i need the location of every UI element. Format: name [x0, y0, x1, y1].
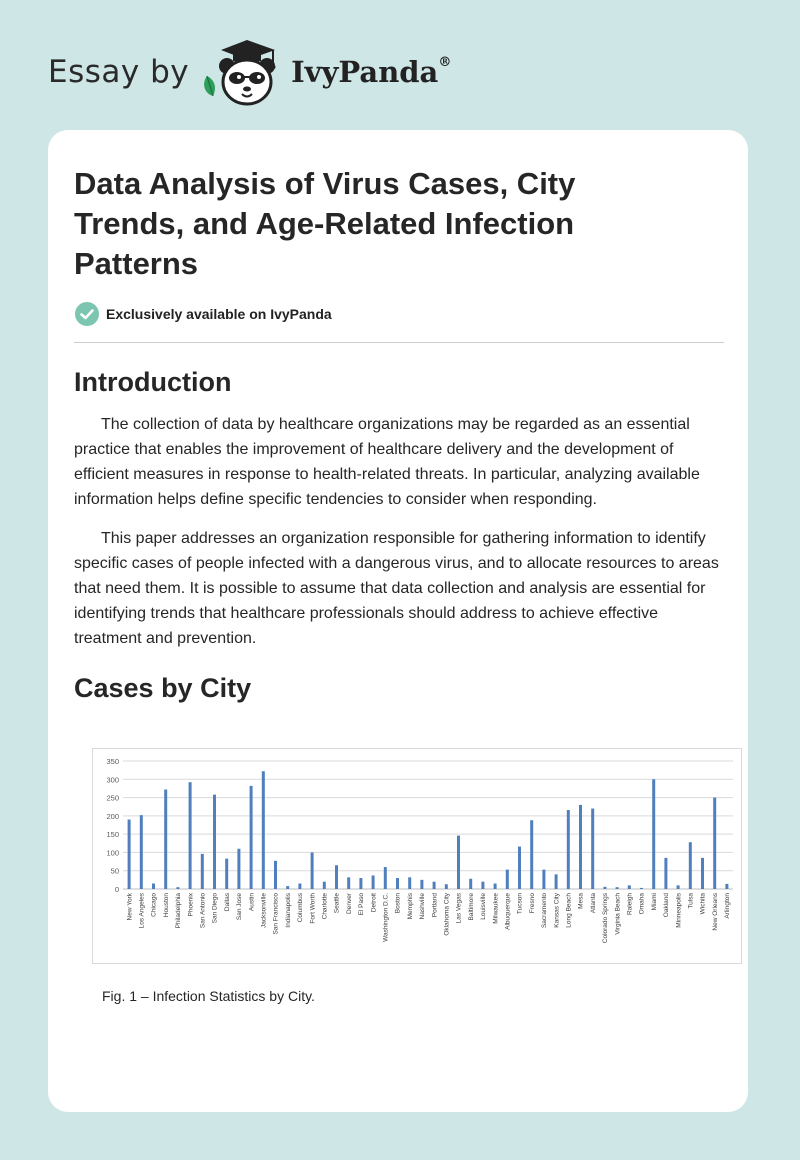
bar — [725, 884, 728, 889]
bar — [164, 790, 167, 889]
bar — [128, 820, 131, 889]
bar — [347, 877, 350, 889]
panda-logo-icon — [199, 36, 289, 108]
x-tick-label: Long Beach — [565, 893, 573, 928]
bar — [494, 884, 497, 889]
y-tick-label: 350 — [106, 757, 119, 766]
x-tick-label: Albuquerque — [504, 893, 512, 930]
bar — [189, 782, 192, 889]
y-tick-label: 300 — [106, 775, 119, 785]
figure-caption: Fig. 1 – Infection Statistics by City. — [102, 988, 315, 1004]
x-tick-label: Chicago — [150, 893, 158, 917]
bar — [555, 874, 558, 889]
divider — [74, 342, 724, 343]
x-tick-label: Minneapolis — [675, 893, 683, 928]
bar — [457, 836, 460, 889]
bar — [664, 858, 667, 889]
bar — [420, 880, 423, 889]
section-heading-cases-by-city: Cases by City — [74, 673, 252, 703]
y-tick-label: 100 — [106, 848, 119, 858]
bar-chart-svg — [93, 749, 741, 963]
y-tick-label: 0 — [114, 885, 119, 894]
y-tick-label: 150 — [106, 830, 119, 840]
x-tick-label: Tulsa — [687, 893, 695, 909]
x-tick-label: Washington D.C. — [382, 893, 390, 942]
x-tick-label: Phoenix — [187, 893, 195, 917]
bar — [652, 779, 655, 889]
x-tick-label: Baltimore — [467, 893, 475, 921]
x-tick-label: Charlotte — [321, 893, 329, 920]
x-tick-label: Raleigh — [626, 893, 634, 916]
check-circle-icon — [74, 301, 100, 327]
article-content — [74, 164, 724, 704]
x-tick-label: Nashville — [419, 893, 427, 920]
y-tick-label: 250 — [106, 793, 119, 803]
bar — [603, 887, 606, 889]
x-tick-label: Milwaukee — [492, 893, 500, 924]
x-tick-label: Virginia Beach — [614, 893, 622, 935]
x-tick-label: San Antonio — [199, 893, 207, 929]
bar — [713, 798, 716, 889]
x-tick-label: Dallas — [223, 893, 231, 912]
brand-prefix: Essay by — [48, 54, 190, 90]
bar — [530, 820, 533, 889]
bar — [250, 786, 253, 889]
x-tick-label: Memphis — [406, 893, 414, 920]
x-tick-label: Columbus — [297, 893, 305, 923]
bar — [237, 849, 240, 889]
x-tick-label: San Diego — [211, 893, 219, 924]
bar — [567, 810, 570, 889]
bar — [640, 888, 643, 889]
x-tick-label: El Paso — [358, 893, 366, 916]
x-tick-label: Seattle — [333, 893, 341, 914]
x-tick-label: Denver — [345, 893, 353, 914]
x-tick-label: Oakland — [663, 893, 671, 918]
x-tick-label: Fresno — [528, 893, 536, 914]
x-tick-label: Portland — [431, 893, 439, 918]
x-tick-label: Houston — [162, 893, 170, 918]
bar — [579, 805, 582, 889]
bar — [591, 809, 594, 889]
x-tick-label: Louisville — [480, 893, 488, 920]
brand-header — [48, 36, 451, 108]
x-tick-label: New York — [126, 893, 134, 921]
x-tick-label: Mesa — [577, 893, 585, 909]
bar — [506, 870, 509, 889]
x-tick-label: Kansas City — [553, 893, 561, 928]
x-tick-label: Indianapolis — [284, 893, 292, 928]
bar — [311, 852, 314, 889]
x-tick-label: Wichita — [699, 893, 707, 915]
x-tick-label: New Orleans — [711, 893, 719, 931]
bar — [445, 884, 448, 889]
paragraph-1: The collection of data by healthcare organizations may be regarded as an essential practice that enables the improvement of healthcare delivery and the development of efficient measures in response to health-related threats. In particular, analyzing available information helps define specific tendencies to consider when responding. — [74, 416, 700, 508]
bar — [396, 878, 399, 889]
x-tick-label: Miami — [650, 893, 658, 911]
page-title: Data Analysis of Virus Cases, City Trends, and Age-Related Infection Patterns — [74, 166, 576, 281]
x-tick-label: San Jose — [236, 893, 244, 921]
bar — [408, 877, 411, 889]
y-tick-label: 50 — [110, 866, 119, 876]
x-tick-label: Jacksonville — [260, 893, 268, 929]
bar — [298, 884, 301, 889]
bar — [677, 885, 680, 889]
paragraph-2: This paper addresses an organization responsible for gathering information to identify specific cases of people infected with a dangerous virus, and to allocate resources to areas that need them. It is possible to assume that data collection and analysis are essential for identifying trends that healthcare professionals should address to achieve effective treatment and prevention. — [74, 530, 719, 647]
bar — [225, 859, 228, 889]
x-tick-label: Fort Worth — [309, 893, 317, 924]
x-tick-label: Philadelphia — [175, 893, 183, 929]
article-card — [48, 130, 748, 1112]
y-tick-label: 200 — [106, 811, 119, 821]
bar — [542, 870, 545, 889]
x-tick-label: Boston — [394, 893, 402, 914]
bar — [335, 865, 338, 889]
x-tick-label: Tucson — [516, 893, 524, 915]
bar — [469, 879, 472, 889]
bar — [628, 885, 631, 889]
bar — [213, 795, 216, 889]
bar — [286, 886, 289, 889]
x-tick-label: San Francisco — [272, 893, 280, 935]
bar — [372, 875, 375, 889]
bar — [359, 878, 362, 889]
x-tick-label: Sacramento — [541, 893, 549, 929]
bar — [518, 847, 521, 889]
bar — [616, 887, 619, 889]
exclusive-badge — [74, 300, 724, 328]
x-tick-label: Oklahoma City — [443, 893, 451, 936]
bar — [176, 887, 179, 889]
bar — [274, 861, 277, 889]
x-tick-label: Los Angeles — [138, 893, 146, 929]
section-heading-introduction: Introduction — [74, 367, 232, 397]
bar — [701, 858, 704, 889]
x-tick-label: Atlanta — [589, 893, 597, 914]
bar — [323, 882, 326, 889]
bar — [262, 771, 265, 889]
bar — [481, 882, 484, 889]
x-tick-label: Arlington — [724, 893, 732, 919]
x-tick-label: Colorado Springs — [602, 893, 610, 944]
bar — [433, 882, 436, 889]
badge-text: Exclusively available on IvyPanda — [106, 306, 332, 322]
x-tick-label: Omaha — [638, 893, 646, 915]
x-tick-label: Las Vegas — [455, 893, 463, 924]
bar — [201, 854, 204, 889]
bar — [152, 884, 155, 889]
bar — [384, 867, 387, 889]
x-tick-label: Detroit — [370, 893, 378, 913]
brand-name: IvyPanda® — [291, 55, 452, 89]
x-tick-label: Austin — [248, 893, 256, 912]
bar — [140, 815, 143, 889]
bar — [689, 842, 692, 889]
cases-by-city-chart — [92, 748, 742, 964]
